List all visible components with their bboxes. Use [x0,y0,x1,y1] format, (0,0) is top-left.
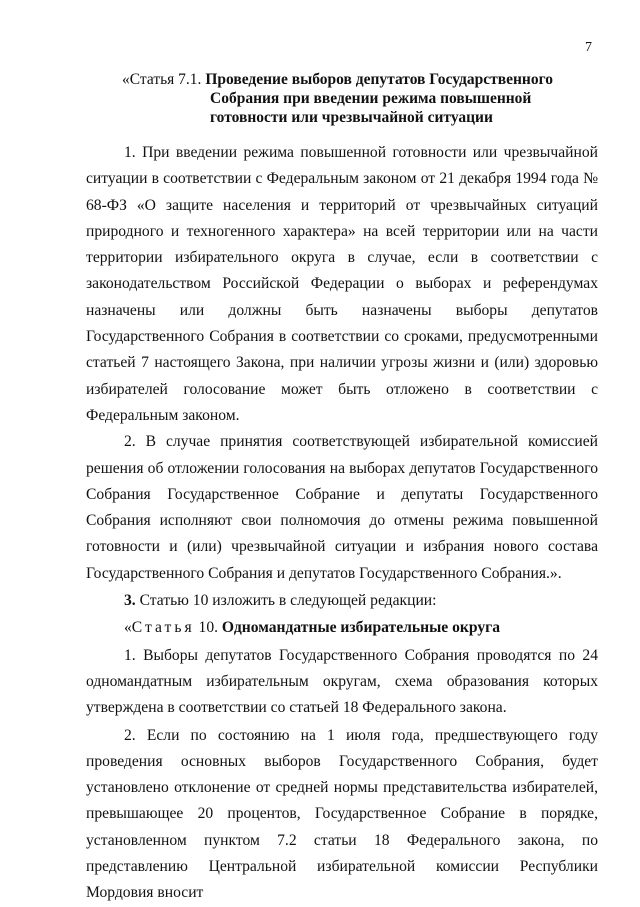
amendment-point-3-text: Статью 10 изложить в следующей редакции: [135,592,437,610]
article-10-heading [86,615,598,641]
amendment-point-3-number: 3. [124,592,136,610]
article-7-1-title-line-2: Собрания при введении режима повышенной [210,90,532,107]
article-10-label: Статья [131,619,195,637]
paragraph-7-1-part-2: 2. В случае принятия соответствующей избирательной комиссией решения об отложении голосования на выборах депутатов Государственного Собрания Государственное Собрание и депутаты Государственного Собрания исполняют свои полномочия до отмены режима повышенной готовности и (или) чрезвычайной ситуации и избрания нового состава Государственного Собрания и депутатов Государственного Собрания.». [86,433,598,582]
paragraph-10-part-2: 2. Если по состоянию на 1 июля года, предшествующего году проведения основных выборов Государственного Собрания, будет установлено отклонение от средней нормы представительства избирателей, превышающее 20 процентов, Государственное Собрание в порядке, установленном пунктом 7.2 статьи 18 Федерального закона, по представлению Центральной избирательной комиссии Республики Мордовия вносит [86,726,598,902]
article-7-1-heading [122,70,553,127]
article-7-1-title-line-3: готовности или чрезвычайной ситуации [210,109,493,126]
document-body [86,140,598,907]
article-7-1-prefix: «Статья 7.1. [122,71,206,88]
article-7-1-title-line-1: Проведение выборов депутатов Государственного [205,71,553,88]
article-10-title: Одномандатные избирательные округа [221,619,501,637]
amendment-point-3 [86,588,598,614]
paragraph-10-part-1: 1. Выборы депутатов Государственного Собрания проводятся по 24 одномандатным избирательным округам, схема образования которых утверждена в соответствии со статьей 18 Федерального закона. [86,646,598,717]
article-10-open-quote: « [124,619,132,637]
page-number: 7 [585,40,592,55]
article-10-number: 10. [194,619,222,637]
paragraph-7-1-part-1: 1. При введении режима повышенной готовности или чрезвычайной ситуации в соответствии с Федеральным законом от 21 декабря 1994 года № 68-ФЗ «О защите населения и территорий от чрезвычайных ситуаций природного и техногенного характера» на всей территории или на части территории избирательного округа в случае, если в соответствии с законодательством Российской Федерации о выборах и референдумах назначены или должны быть назначены выборы депутатов Государственного Собрания в соответствии со сроками, предусмотренными статьей 7 настоящего Закона, при наличии угрозы жизни и (или) здоровью избирателей голосование может быть отложено в соответствии с Федеральным законом. [86,144,598,424]
